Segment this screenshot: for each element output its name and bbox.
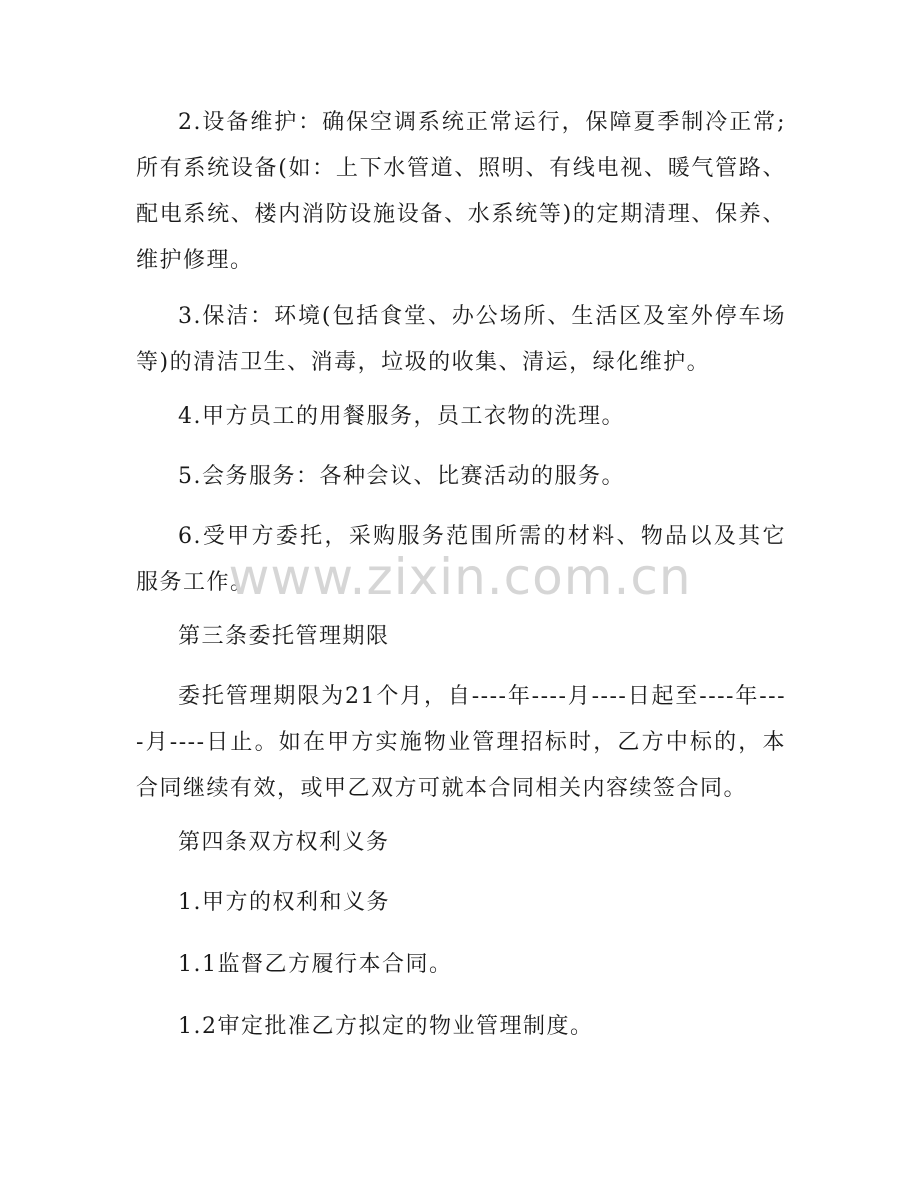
paragraph-procurement: 6.受甲方委托，采购服务范围所需的材料、物品以及其它服务工作。 bbox=[136, 524, 786, 595]
paragraph-equipment-maintenance: 2.设备维护：确保空调系统正常运行，保障夏季制冷正常;所有系统设备(如：上下水管道、照明、有线电视、暖气管路、配电系统、楼内消防设施设备、水系统等)的定期清理、保养、维护修理。 bbox=[136, 110, 786, 273]
clause-1-1: 1.1监督乙方履行本合同。 bbox=[178, 952, 453, 977]
paragraph-catering: 4.甲方员工的用餐服务，员工衣物的洗理。 bbox=[178, 404, 625, 429]
section-heading-rights: 第四条双方权利义务 bbox=[178, 830, 390, 855]
paragraph-term: 委托管理期限为21个月，自----年----月----日起至----年----月----日止。如在甲方实施物业管理招标时，乙方中标的，本合同继续有效，或甲乙双方可就本合同相关内容续签合同。 bbox=[136, 684, 786, 801]
clause-1-2: 1.2审定批准乙方拟定的物业管理制度。 bbox=[178, 1014, 594, 1039]
section-heading-term: 第三条委托管理期限 bbox=[178, 624, 390, 649]
paragraph-cleaning: 3.保洁：环境(包括食堂、办公场所、生活区及室外停车场等)的清洁卫生、消毒，垃圾的收集、清运，绿化维护。 bbox=[136, 304, 786, 375]
watermark: www.zixin.com.cn bbox=[228, 548, 692, 606]
subheading-party-a: 1.甲方的权利和义务 bbox=[178, 890, 390, 915]
paragraph-conference: 5.会务服务：各种会议、比赛活动的服务。 bbox=[178, 464, 625, 489]
